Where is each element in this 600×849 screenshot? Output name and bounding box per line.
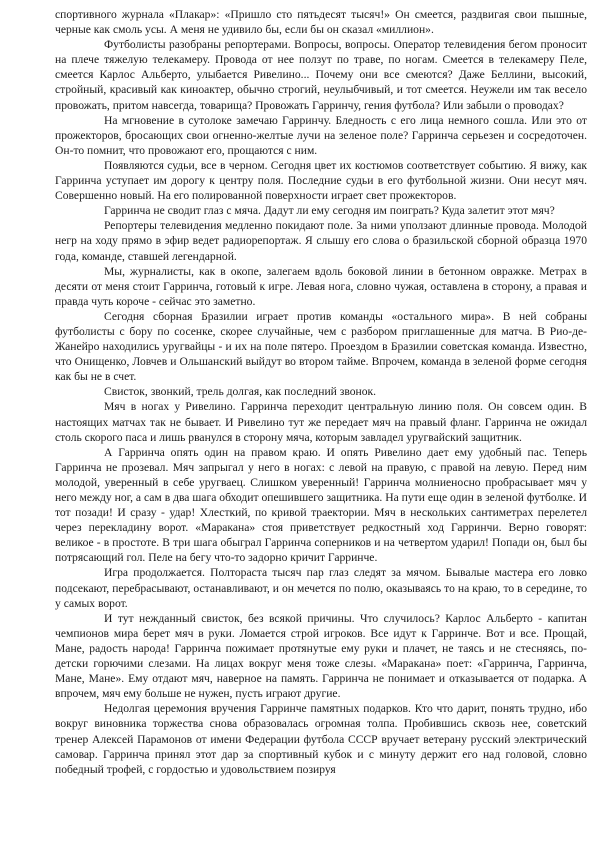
paragraph-3: На мгновение в сутолоке замечаю Гарринчу. Бледность с его лица немного сошла. Или это от прожекторов, бросающих свои огненно-желтые лучи на зеленое поле? Гарринча серьезен и сосредоточен. Он-то помнит, что провожают его, прощаются с ним. (55, 113, 587, 157)
paragraph-13: И тут нежданный свисток, без всякой причины. Что случилось? Карлос Альберто - капитан чемпионов мира берет мяч в руки. Ломается строй игроков. Все идут к Гарринче. Вот и все. Прощай, Мане, радость народа! Гарринча пожимает протянутые ему руки и плачет, не таясь и не стесняясь, по-детски горючими слезами. На лицах вокруг меня тоже слезы. «Маракана» поет: «Гарринча, Гарринча, Мане, Мане». Ему отдают мяч, наверное на память. Гарринча не понимает и отказывается от подарка. А впрочем, мяч ему больше не нужен, пусть играют другие. (55, 611, 587, 701)
paragraph-7: Мы, журналисты, как в окопе, залегаем вдоль боковой линии в бетонном овражке. Метрах в десяти от меня стоит Гарринча, готовый к игре. Левая нога, словно чужая, оставлена в сторону, а правая и правда чуть короче - сейчас это заметно. (55, 264, 587, 308)
paragraph-14: Недолгая церемония вручения Гарринче памятных подарков. Кто что дарит, понять трудно, ибо вокруг виновника торжества снова образовалась огромная толпа. Пробившись сквозь нее, советский тренер Алексей Парамонов от имени Федерации футбола СССР вручает ветерану русский электрический самовар. Гарринча принял этот дар за спортивный кубок и с минуту держит его над головой, словно победный трофей, с гордостью и удовольствием позируя (55, 702, 587, 776)
paragraph-6: Репортеры телевидения медленно покидают поле. За ними уползают длинные провода. Молодой негр на ходу прямо в эфир ведет радиорепортаж. Я слышу его слова о бразильской сборной образца 1970 года, команде, ставшей легендарной. (55, 219, 587, 263)
paragraph-2: Футболисты разобраны репортерами. Вопросы, вопросы. Оператор телевидения бегом проносит на плече тяжелую телекамеру. Провода от нее ползут по траве, по ногам. Смеется в телекамеру Пеле, смеется Карлос Альберто, улыбается Ривелино... Почему они все смеются? Даже Беллини, высокий, стройный, красивый как киноактер, обычно строгий, неулыбчивый, и тот смеется. Неужели им так весело провожать, притом навсегда, товарища? Провожать Гарринчу, гения футбола? Или забыли о проводах? (55, 38, 587, 112)
paragraph-8: Сегодня сборная Бразилии играет против команды «остального мира». В ней собраны футболисты с бору по сосенке, скорее случайные, чем с разбором приглашенные для матча. В Рио-де-Жанейро находились уругвайцы - и их на поле пятеро. Проездом в Бразилии советская команда. Известно, что Онищенко, Ловчев и Ольшанский выйдут во втором тайме. Впрочем, команда в зеленой форме сегодня как бы не в счет. (55, 309, 587, 384)
paragraph-9: Свисток, звонкий, трель долгая, как последний звонок. (104, 385, 377, 399)
paragraph-5: Гарринча не сводит глаз с мяча. Дадут ли ему сегодня им поиграть? Куда залетит этот мяч? (104, 204, 555, 218)
paragraph-11: А Гарринча опять один на правом краю. И опять Ривелино дает ему удобный пас. Теперь Гарринча не прозевал. Мяч запрыгал у него в ногах: с левой на правую, с правой на левую. Перед ним молодой, уверенный в себе уругваец. Слишком уверенный! Гарринча молниеносно пробрасывает мяч у него между ног, а сам в два шага обходит опешившего защитника. На пути еще один в зеленой футболке. И тот позади! И сразу - удар! Хлесткий, по кривой траектории. Мяч в нескольких сантиметрах перелетел через перекладину ворот. «Маракана» стоя приветствует редкостный ход Гарринчи. Верно говорят: великое - в простоте. В три шага обыграл Гарринча соперников и на четвертом ударил! Попади он, был бы потрясающий гол. Пеле на бегу что-то задорно кричит Гарринче. (55, 445, 587, 565)
paragraph-12: Игра продолжается. Полтораста тысяч пар глаз следят за мячом. Бывалые мастера его ловко подсекают, перебрасывают, останавливают, и он мечется по полю, оказываясь то на краю, то в середине, то у самых ворот. (55, 566, 587, 610)
paragraph-4: Появляются судьи, все в черном. Сегодня цвет их костюмов соответствует событию. Я вижу, как Гарринча уступает им дорогу к центру поля. Последние судьи в его футбольной жизни. Они несут мяч. Совершенно новый. На его полированной поверхности играет свет прожекторов. (55, 158, 587, 203)
paragraph-1: спортивного журнала «Плакар»: «Пришло сто пятьдесят тысяч!» Он смеется, раздвигая свои пышные, черные как смоль усы. А меня не удивило бы, если бы он сказал «миллион». (55, 8, 587, 37)
paragraph-10: Мяч в ногах у Ривелино. Гарринча переходит центральную линию поля. Он совсем один. В настоящих матчах так не бывает. И Ривелино тут же передает мяч на правый фланг. Гарринча не ожидал столь скорого паса и лишь рванулся в сторону мяча, которым завладел уругвайский защитник. (55, 400, 587, 444)
